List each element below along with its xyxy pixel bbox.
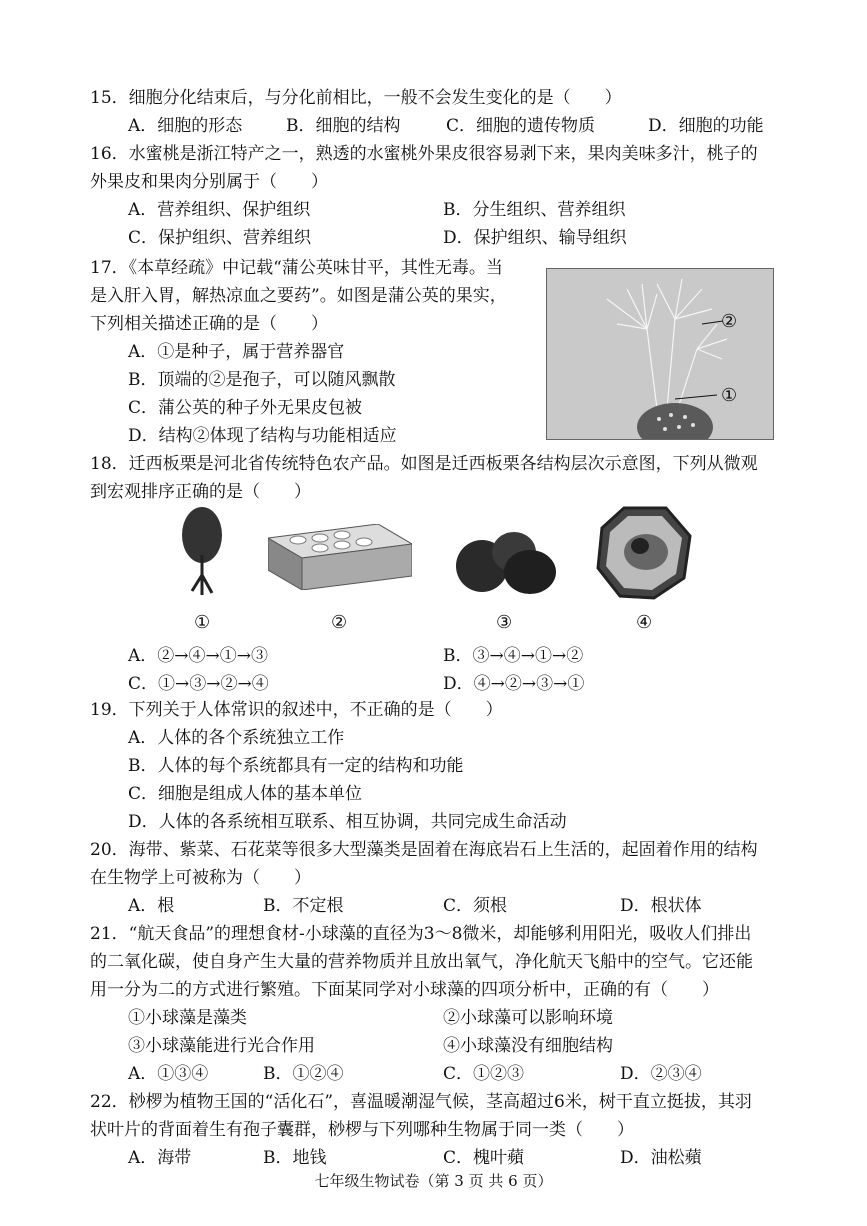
option-d: D．细胞的功能	[648, 116, 764, 136]
question-15-options	[128, 112, 788, 140]
option-b: B．地钱	[263, 1148, 327, 1168]
question-21-options	[128, 1060, 768, 1088]
question-stem: 16．水蜜桃是浙江特产之一，熟透的水蜜桃外果皮很容易剥下来，果肉美味多汁，桃子的	[90, 144, 758, 164]
option-d: D．人体的各系统相互联系、相互协调，共同完成生命活动	[128, 812, 567, 832]
question-stem: 20．海带、紫菜、石花菜等很多大型藻类是固着在海底岩石上生活的，起固着作用的结构	[90, 840, 758, 860]
question-17-options	[128, 338, 528, 450]
question-20-options	[128, 892, 788, 920]
option-a: A．海带	[128, 1148, 192, 1168]
option-d: D．②③④	[620, 1064, 702, 1084]
statement-2: ②小球藻可以影响环境	[443, 1008, 613, 1028]
question-stem: 18．迁西板栗是河北省传统特色农产品。如图是迁西板栗各结构层次示意图，下列从微观	[90, 454, 758, 474]
question-20	[90, 836, 780, 892]
question-stem-cont: 用一分为二的方式进行繁殖。下面某同学对小球藻的四项分析中，正确的有（ ）	[90, 980, 719, 1000]
option-a: A．②→④→①→③	[128, 646, 269, 666]
option-d: D．保护组织、输导组织	[443, 228, 627, 248]
question-stem-cont: 下列相关描述正确的是（ ）	[90, 314, 328, 334]
question-17	[90, 254, 535, 338]
question-stem-cont: 在生物学上可被称为（ ）	[90, 868, 311, 888]
option-c: C．保护组织、营养组织	[128, 228, 312, 248]
option-c: C．细胞是组成人体的基本单位	[128, 784, 363, 804]
option-b: B．③→④→①→②	[443, 646, 584, 666]
statement-3: ③小球藻能进行光合作用	[128, 1036, 315, 1056]
statement-4: ④小球藻没有细胞结构	[443, 1036, 613, 1056]
question-stem-cont: 状叶片的背面着生有孢子囊群，桫椤与下列哪种生物属于同一类（ ）	[90, 1120, 634, 1140]
question-19	[90, 696, 780, 724]
option-b: B．不定根	[263, 896, 344, 916]
question-stem: 15．细胞分化结束后，与分化前相比，一般不会发生变化的是（ ）	[90, 88, 622, 108]
question-16-options-row1	[128, 196, 768, 224]
question-22	[90, 1088, 780, 1144]
question-18-options-row1	[128, 642, 728, 670]
dandelion-illustration	[547, 269, 773, 439]
option-a: A．人体的各个系统独立工作	[128, 728, 345, 748]
figure-label-4: ④	[636, 612, 653, 633]
option-d: D．油松蘋	[620, 1148, 702, 1168]
option-b: B．人体的每个系统都具有一定的结构和功能	[128, 756, 464, 776]
question-21-statements-row1	[128, 1004, 728, 1032]
option-a: A．根	[128, 896, 175, 916]
option-d: D．结构②体现了结构与功能相适应	[128, 426, 397, 446]
option-a: A．细胞的形态	[128, 116, 243, 136]
question-stem-cont: 外果皮和果肉分别属于（ ）	[90, 172, 328, 192]
page-footer: 七年级生物试卷（第 3 页 共 6 页）	[314, 1172, 553, 1190]
question-stem-cont: 的二氧化碳，使自身产生大量的营养物质并且放出氧气，净化航天飞船中的空气。它还能	[90, 952, 753, 972]
question-stem: 17．《本草经疏》中记载“蒲公英味甘平，其性无毒。当	[90, 258, 503, 278]
question-stem: 19．下列关于人体常识的叙述中，不正确的是（ ）	[90, 700, 503, 720]
question-stem-cont: 是入肝入胃，解热凉血之要药”。如图是蒲公英的果实，	[90, 286, 507, 306]
question-21-statements-row2	[128, 1032, 728, 1060]
figure-label-1: ①	[194, 612, 211, 633]
option-a: A．①是种子，属于营养器官	[128, 342, 345, 362]
question-22-options	[128, 1144, 768, 1172]
chestnut-tree-icon	[178, 505, 226, 601]
question-stem-cont: 到宏观排序正确的是（ ）	[90, 482, 311, 502]
option-a: A．①③④	[128, 1064, 209, 1084]
option-c: C．①→③→②→④	[128, 674, 269, 694]
question-18-options-row2	[128, 670, 728, 698]
option-b: B．细胞的结构	[286, 116, 401, 136]
question-16	[90, 140, 780, 196]
option-b: B．顶端的②是孢子，可以随风飘散	[128, 370, 396, 390]
option-a: A．营养组织、保护组织	[128, 200, 311, 220]
option-c: C．①②③	[443, 1064, 525, 1084]
question-16-options-row2	[128, 224, 768, 252]
plant-cell-icon	[596, 506, 692, 600]
figure-label-2: ②	[331, 612, 348, 633]
option-b: B．①②④	[263, 1064, 344, 1084]
question-19-options	[128, 724, 768, 836]
figure-label-3: ③	[496, 612, 513, 633]
question-15	[90, 84, 780, 112]
question-21	[90, 920, 780, 1004]
chestnut-nuts-icon	[452, 530, 560, 594]
option-d: D．④→②→③→①	[443, 674, 585, 694]
dandelion-fruit-photo	[546, 268, 774, 440]
option-c: C．须根	[443, 896, 508, 916]
statement-1: ①小球藻是藻类	[128, 1008, 247, 1028]
option-c: C．细胞的遗传物质	[446, 116, 596, 136]
label-1: ①	[721, 385, 738, 406]
question-stem: 22．桫椤为植物王国的“活化石”，喜温暖潮湿气候，茎高超过6米，树干直立挺拔，其羽	[90, 1092, 752, 1112]
tissue-block-icon	[268, 524, 412, 590]
option-c: C．槐叶蘋	[443, 1148, 525, 1168]
label-2: ②	[721, 311, 738, 332]
option-d: D．根状体	[620, 896, 702, 916]
option-b: B．分生组织、营养组织	[443, 200, 626, 220]
question-stem: 21．“航天食品”的理想食材-小球藻的直径为3～8微米，却能够利用阳光，吸收人们排出	[90, 924, 752, 944]
question-18	[90, 450, 780, 506]
option-c: C．蒲公英的种子外无果皮包被	[128, 398, 363, 418]
